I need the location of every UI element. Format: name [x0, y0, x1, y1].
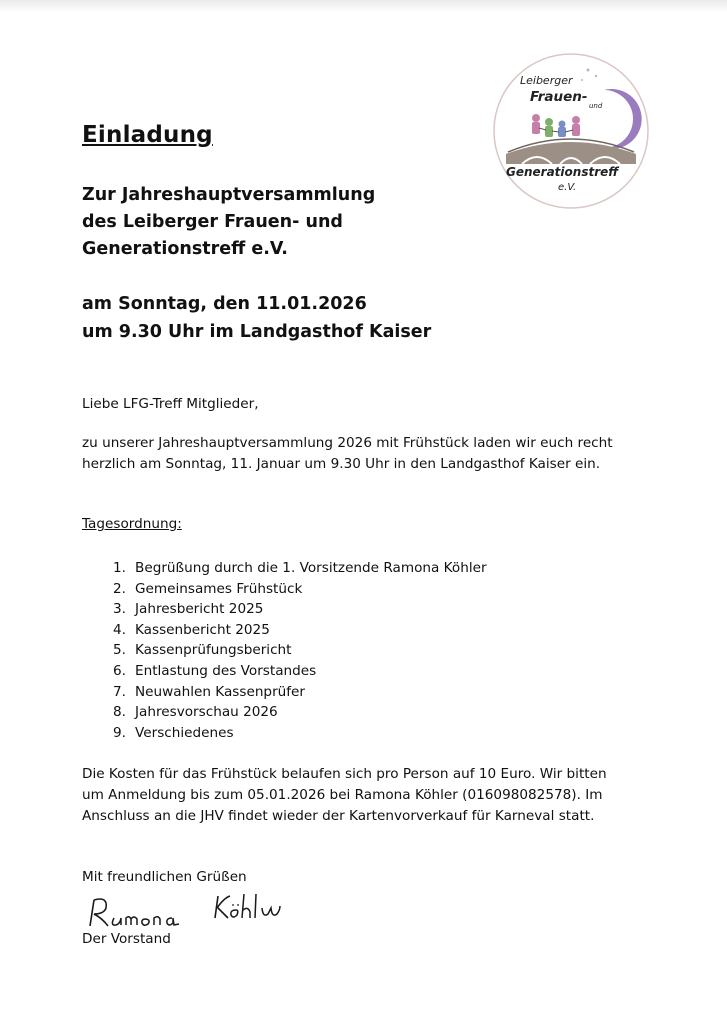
page-title: Einladung	[82, 122, 213, 148]
agenda-number: 7.	[113, 683, 126, 700]
event-date: am Sonntag, den 11.01.2026	[82, 294, 367, 314]
costs-paragraph	[82, 764, 607, 827]
agenda-text: Kassenprüfungsbericht	[135, 642, 292, 659]
list-item	[82, 620, 487, 641]
intro-line: zu unserer Jahreshauptversammlung 2026 mit Frühstück laden wir euch recht	[82, 435, 613, 451]
list-item	[82, 661, 487, 682]
page-top-shadow	[0, 0, 727, 12]
event-location: um 9.30 Uhr im Landgasthof Kaiser	[82, 322, 432, 342]
agenda-number: 2.	[113, 580, 126, 597]
agenda-text: Begrüßung durch die 1. Vorsitzende Ramona Köhler	[135, 560, 487, 576]
agenda-text: Kassenbericht 2025	[135, 621, 270, 638]
subtitle-line: des Leiberger Frauen- und	[82, 212, 343, 232]
list-item	[82, 682, 487, 703]
svg-text:e.V.: e.V.	[558, 182, 577, 193]
costs-line: Anschluss an die JHV findet wieder der Kartenvorverkauf für Karneval statt.	[82, 808, 595, 824]
agenda-number: 9.	[113, 724, 126, 741]
costs-line: Die Kosten für das Frühstück belaufen sich pro Person auf 10 Euro. Wir bitten	[82, 766, 607, 782]
list-item	[82, 599, 487, 620]
list-item	[82, 558, 487, 579]
agenda-number: 5.	[113, 642, 126, 659]
handwritten-signature	[84, 888, 304, 934]
subtitle-line: Zur Jahreshauptversammlung	[82, 185, 376, 205]
agenda-number: 3.	[113, 601, 126, 618]
subtitle-line: Generationstreff e.V.	[82, 239, 288, 259]
agenda-text: Jahresvorschau 2026	[135, 704, 278, 721]
greeting: Liebe LFG-Treff Mitglieder,	[82, 396, 259, 412]
agenda-text: Verschiedenes	[135, 724, 234, 741]
agenda-text: Jahresbericht 2025	[135, 601, 264, 618]
intro-line: herzlich am Sonntag, 11. Januar um 9.30 Uhr in den Landgasthof Kaiser ein.	[82, 456, 601, 472]
svg-text:und: und	[589, 102, 603, 110]
signatory: Der Vorstand	[82, 931, 171, 947]
subtitle	[82, 182, 375, 263]
list-item	[82, 702, 487, 723]
agenda-number: 6.	[113, 662, 126, 679]
list-item	[82, 723, 487, 744]
list-item	[82, 640, 487, 661]
list-item	[82, 579, 487, 600]
svg-text:Frauen-: Frauen-	[530, 89, 588, 105]
svg-text:Leiberger: Leiberger	[520, 74, 573, 87]
agenda-list	[82, 558, 487, 743]
agenda-number: 8.	[113, 704, 126, 721]
agenda-heading: Tagesordnung:	[82, 516, 182, 532]
event-details	[82, 290, 431, 346]
agenda-number: 1.	[113, 560, 126, 576]
agenda-text: Neuwahlen Kassenprüfer	[135, 683, 306, 700]
costs-line: um Anmeldung bis zum 05.01.2026 bei Ramona Köhler (016098082578). Im	[82, 787, 603, 803]
closing: Mit freundlichen Grüßen	[82, 869, 247, 885]
club-logo	[492, 52, 650, 210]
intro-paragraph	[82, 433, 613, 475]
svg-text:Generationstreff: Generationstreff	[506, 165, 619, 179]
agenda-text: Entlastung des Vorstandes	[135, 662, 317, 679]
agenda-number: 4.	[113, 621, 126, 638]
agenda-text: Gemeinsames Frühstück	[135, 580, 303, 597]
